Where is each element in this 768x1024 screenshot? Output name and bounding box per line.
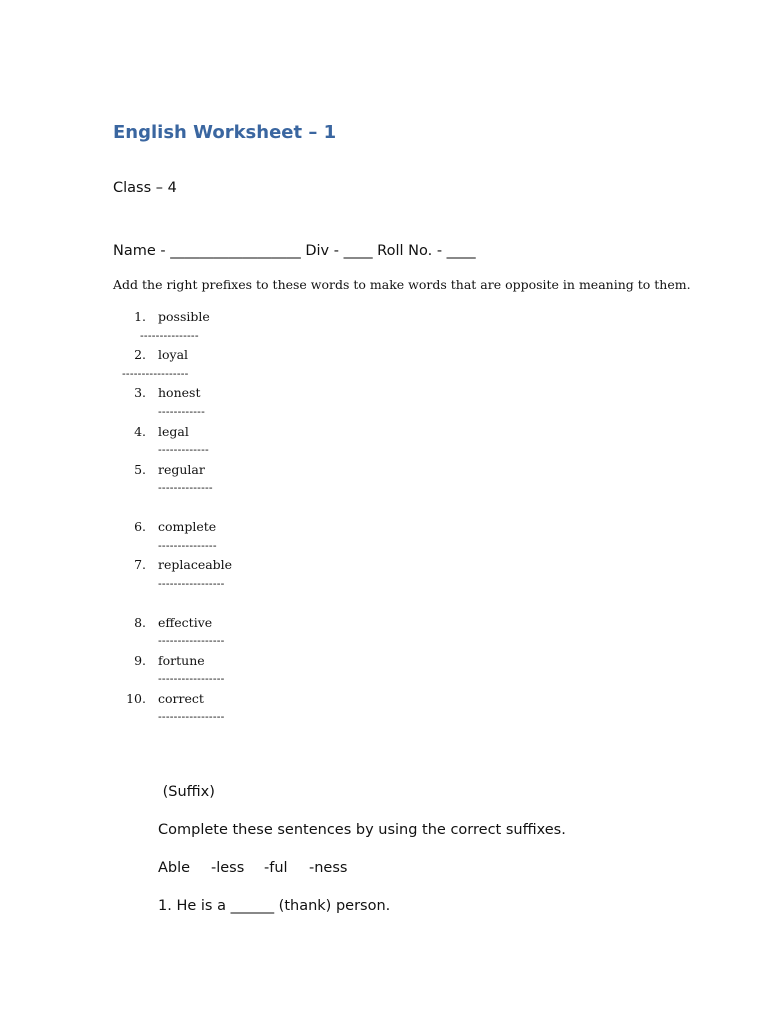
list-item-number: 9. bbox=[134, 653, 146, 668]
answer-blank: ----------------- bbox=[122, 367, 189, 380]
name-div-roll-line: Name - __________________ Div - ____ Roll No. - ____ bbox=[113, 243, 476, 259]
suffix-option: Able bbox=[158, 860, 191, 876]
answer-blank: --------------- bbox=[158, 539, 217, 552]
list-item-number: 5. bbox=[134, 462, 146, 477]
list-item-word: correct bbox=[158, 691, 204, 706]
class-line: Class – 4 bbox=[113, 180, 177, 196]
answer-blank: ------------ bbox=[158, 405, 206, 418]
list-item-number: 7. bbox=[134, 557, 146, 572]
answer-blank: ----------------- bbox=[158, 634, 225, 647]
list-item-word: effective bbox=[158, 615, 213, 630]
answer-blank: ----------------- bbox=[158, 672, 225, 685]
suffix-heading: (Suffix) bbox=[158, 784, 215, 800]
list-item-word: possible bbox=[158, 309, 210, 324]
list-item-word: fortune bbox=[158, 653, 205, 668]
list-item-word: replaceable bbox=[158, 557, 233, 572]
suffix-sentence: 1. He is a ______ (thank) person. bbox=[158, 898, 391, 914]
worksheet-title: English Worksheet – 1 bbox=[113, 122, 337, 143]
list-item-number: 8. bbox=[134, 615, 146, 630]
suffix-option: -less bbox=[211, 860, 245, 876]
list-item-number: 3. bbox=[134, 385, 146, 400]
prefix-instruction: Add the right prefixes to these words to make words that are opposite in meaning to them. bbox=[113, 277, 691, 292]
answer-blank: ------------- bbox=[158, 443, 209, 456]
list-item-word: legal bbox=[158, 424, 189, 439]
suffix-option: -ness bbox=[309, 860, 348, 876]
list-item-word: honest bbox=[158, 385, 201, 400]
answer-blank: ----------------- bbox=[158, 710, 225, 723]
answer-blank: ----------------- bbox=[158, 577, 225, 590]
list-item-number: 1. bbox=[134, 309, 146, 324]
answer-blank: -------------- bbox=[158, 481, 213, 494]
list-item-number: 2. bbox=[134, 347, 146, 362]
list-item-number: 6. bbox=[134, 519, 146, 534]
answer-blank: --------------- bbox=[140, 329, 199, 342]
suffix-option: -ful bbox=[264, 860, 288, 876]
list-item-word: complete bbox=[158, 519, 217, 534]
list-item-number: 4. bbox=[134, 424, 146, 439]
list-item-number: 10. bbox=[126, 691, 146, 706]
list-item-word: loyal bbox=[158, 347, 189, 362]
suffix-instruction: Complete these sentences by using the correct suffixes. bbox=[158, 822, 566, 838]
list-item-word: regular bbox=[158, 462, 205, 477]
